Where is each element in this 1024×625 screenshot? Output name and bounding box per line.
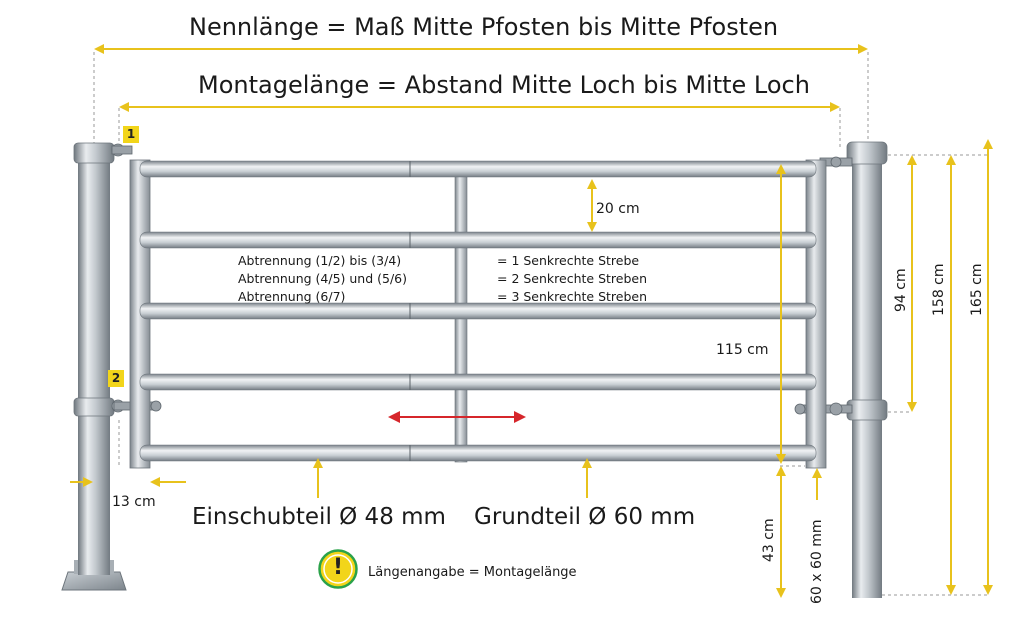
post-profile-label: 60 x 60 mm — [809, 519, 825, 604]
gate-height-label: 115 cm — [716, 342, 769, 358]
left-post — [62, 143, 126, 590]
nominal-length-label: Nennlänge = Maß Mitte Pfosten bis Mitte Pfosten — [189, 13, 779, 41]
right-post — [847, 142, 887, 598]
hinge-tag-1: 1 — [123, 126, 139, 143]
hinge-tag-2: 2 — [108, 370, 124, 387]
strut-line-1: = 1 Senkrechte Strebe — [497, 253, 640, 268]
division-line-2: Abtrennung (4/5) und (5/6) — [238, 271, 408, 287]
post-offset-label: 13 cm — [112, 494, 156, 510]
strut-line-2: = 2 Senkrechte Streben — [497, 271, 648, 287]
strut-line-3: = 3 Senkrechte Streben — [497, 289, 648, 305]
mounting-length-label: Montagelänge = Abstand Mitte Loch bis Mitte Loch — [198, 71, 810, 99]
lower-hinge-height-label: 158 cm — [931, 263, 947, 316]
division-line-3: Abtrennung (6/7) — [238, 289, 346, 305]
post-height-label: 165 cm — [969, 263, 985, 316]
length-note: Längenangabe = Montagelänge — [368, 565, 577, 580]
bottom-clearance-label: 43 cm — [761, 518, 777, 562]
base-part-label: Grundteil Ø 60 mm — [474, 504, 696, 530]
exclamation-glyph: ! — [332, 555, 344, 580]
rail-spacing-label: 20 cm — [596, 201, 640, 217]
insert-part-label: Einschubteil Ø 48 mm — [192, 504, 446, 530]
upper-hinge-height-label: 94 cm — [893, 268, 909, 312]
division-line-1: Abtrennung (1/2) bis (3/4) — [238, 253, 402, 268]
strut-list — [497, 252, 647, 306]
division-list — [238, 252, 407, 306]
